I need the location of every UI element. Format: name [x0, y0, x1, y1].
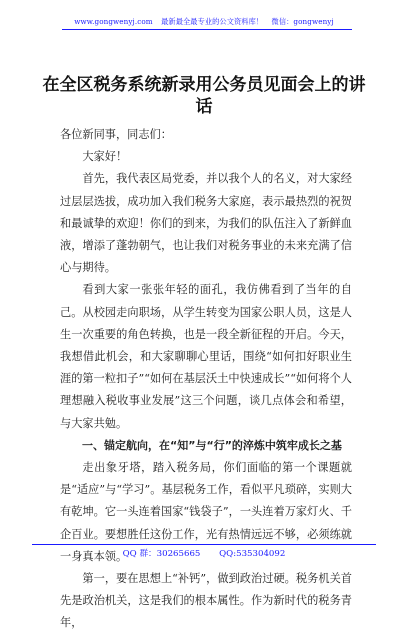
section-heading: 一、锚定航向，在“知”与“行”的淬炼中筑牢成长之基	[82, 438, 342, 452]
body-paragraph: 首先，我代表区局党委，并以我个人的名义，对大家经过层层选拔，成功加入我们税务大家庭，表示最热烈的祝贺和最诚挚的欢迎！你们的到来，为我们的队伍注入了新鲜血液，增添了蓬勃朝气，也让我们对税务事业的未来充满了信心与期待。	[60, 172, 352, 275]
body-paragraph: 走出象牙塔，踏入税务局，你们面临的第一个课题就是“适应”与“学习”。基层税务工作，看似平凡琐碎，实则大有乾坤。它一头连着国家“钱袋子”，一头连着万家灯火、千企百业。要想胜任这份工作，光有热情远远不够，必须练就一身真本领。	[60, 461, 352, 563]
page-footer	[0, 547, 408, 559]
header-site-link[interactable]: www.gongwenyj.com	[74, 17, 153, 26]
header-divider	[62, 29, 352, 30]
footer-qq-group: QQ 群：30265665	[122, 549, 201, 559]
salutation: 各位新同事，同志们：	[60, 128, 172, 141]
body-paragraph: 第一，要在思想上“补钙”，做到政治过硬。税务机关首先是政治机关，这是我们的根本属性。作为新时代的税务青年，	[60, 572, 352, 630]
body-paragraph: 看到大家一张张年轻的面孔，我仿佛看到了当年的自己。从校园走向职场，从学生转变为国家公职人员，这是人生一次重要的角色转换，也是一段全新征程的开启。今天，我想借此机会，和大家聊聊心里话，围绕“如何扣好职业生涯的第一粒扣子”“如何在基层沃土中快速成长”“如何将个人理想融入税收事业发展”这三个问题，谈几点体会和希望，与大家共勉。	[60, 283, 352, 430]
page-header	[0, 17, 408, 27]
header-wechat: 微信：gongwenyj	[271, 17, 334, 26]
header-tagline: 最新最全最专业的公文资料库！	[161, 17, 264, 26]
document-title: 在全区税务系统新录用公务员见面会上的讲话	[42, 75, 366, 117]
greeting: 大家好！	[82, 150, 128, 164]
footer-divider	[32, 544, 376, 545]
footer-qq: QQ:535304092	[219, 549, 286, 559]
